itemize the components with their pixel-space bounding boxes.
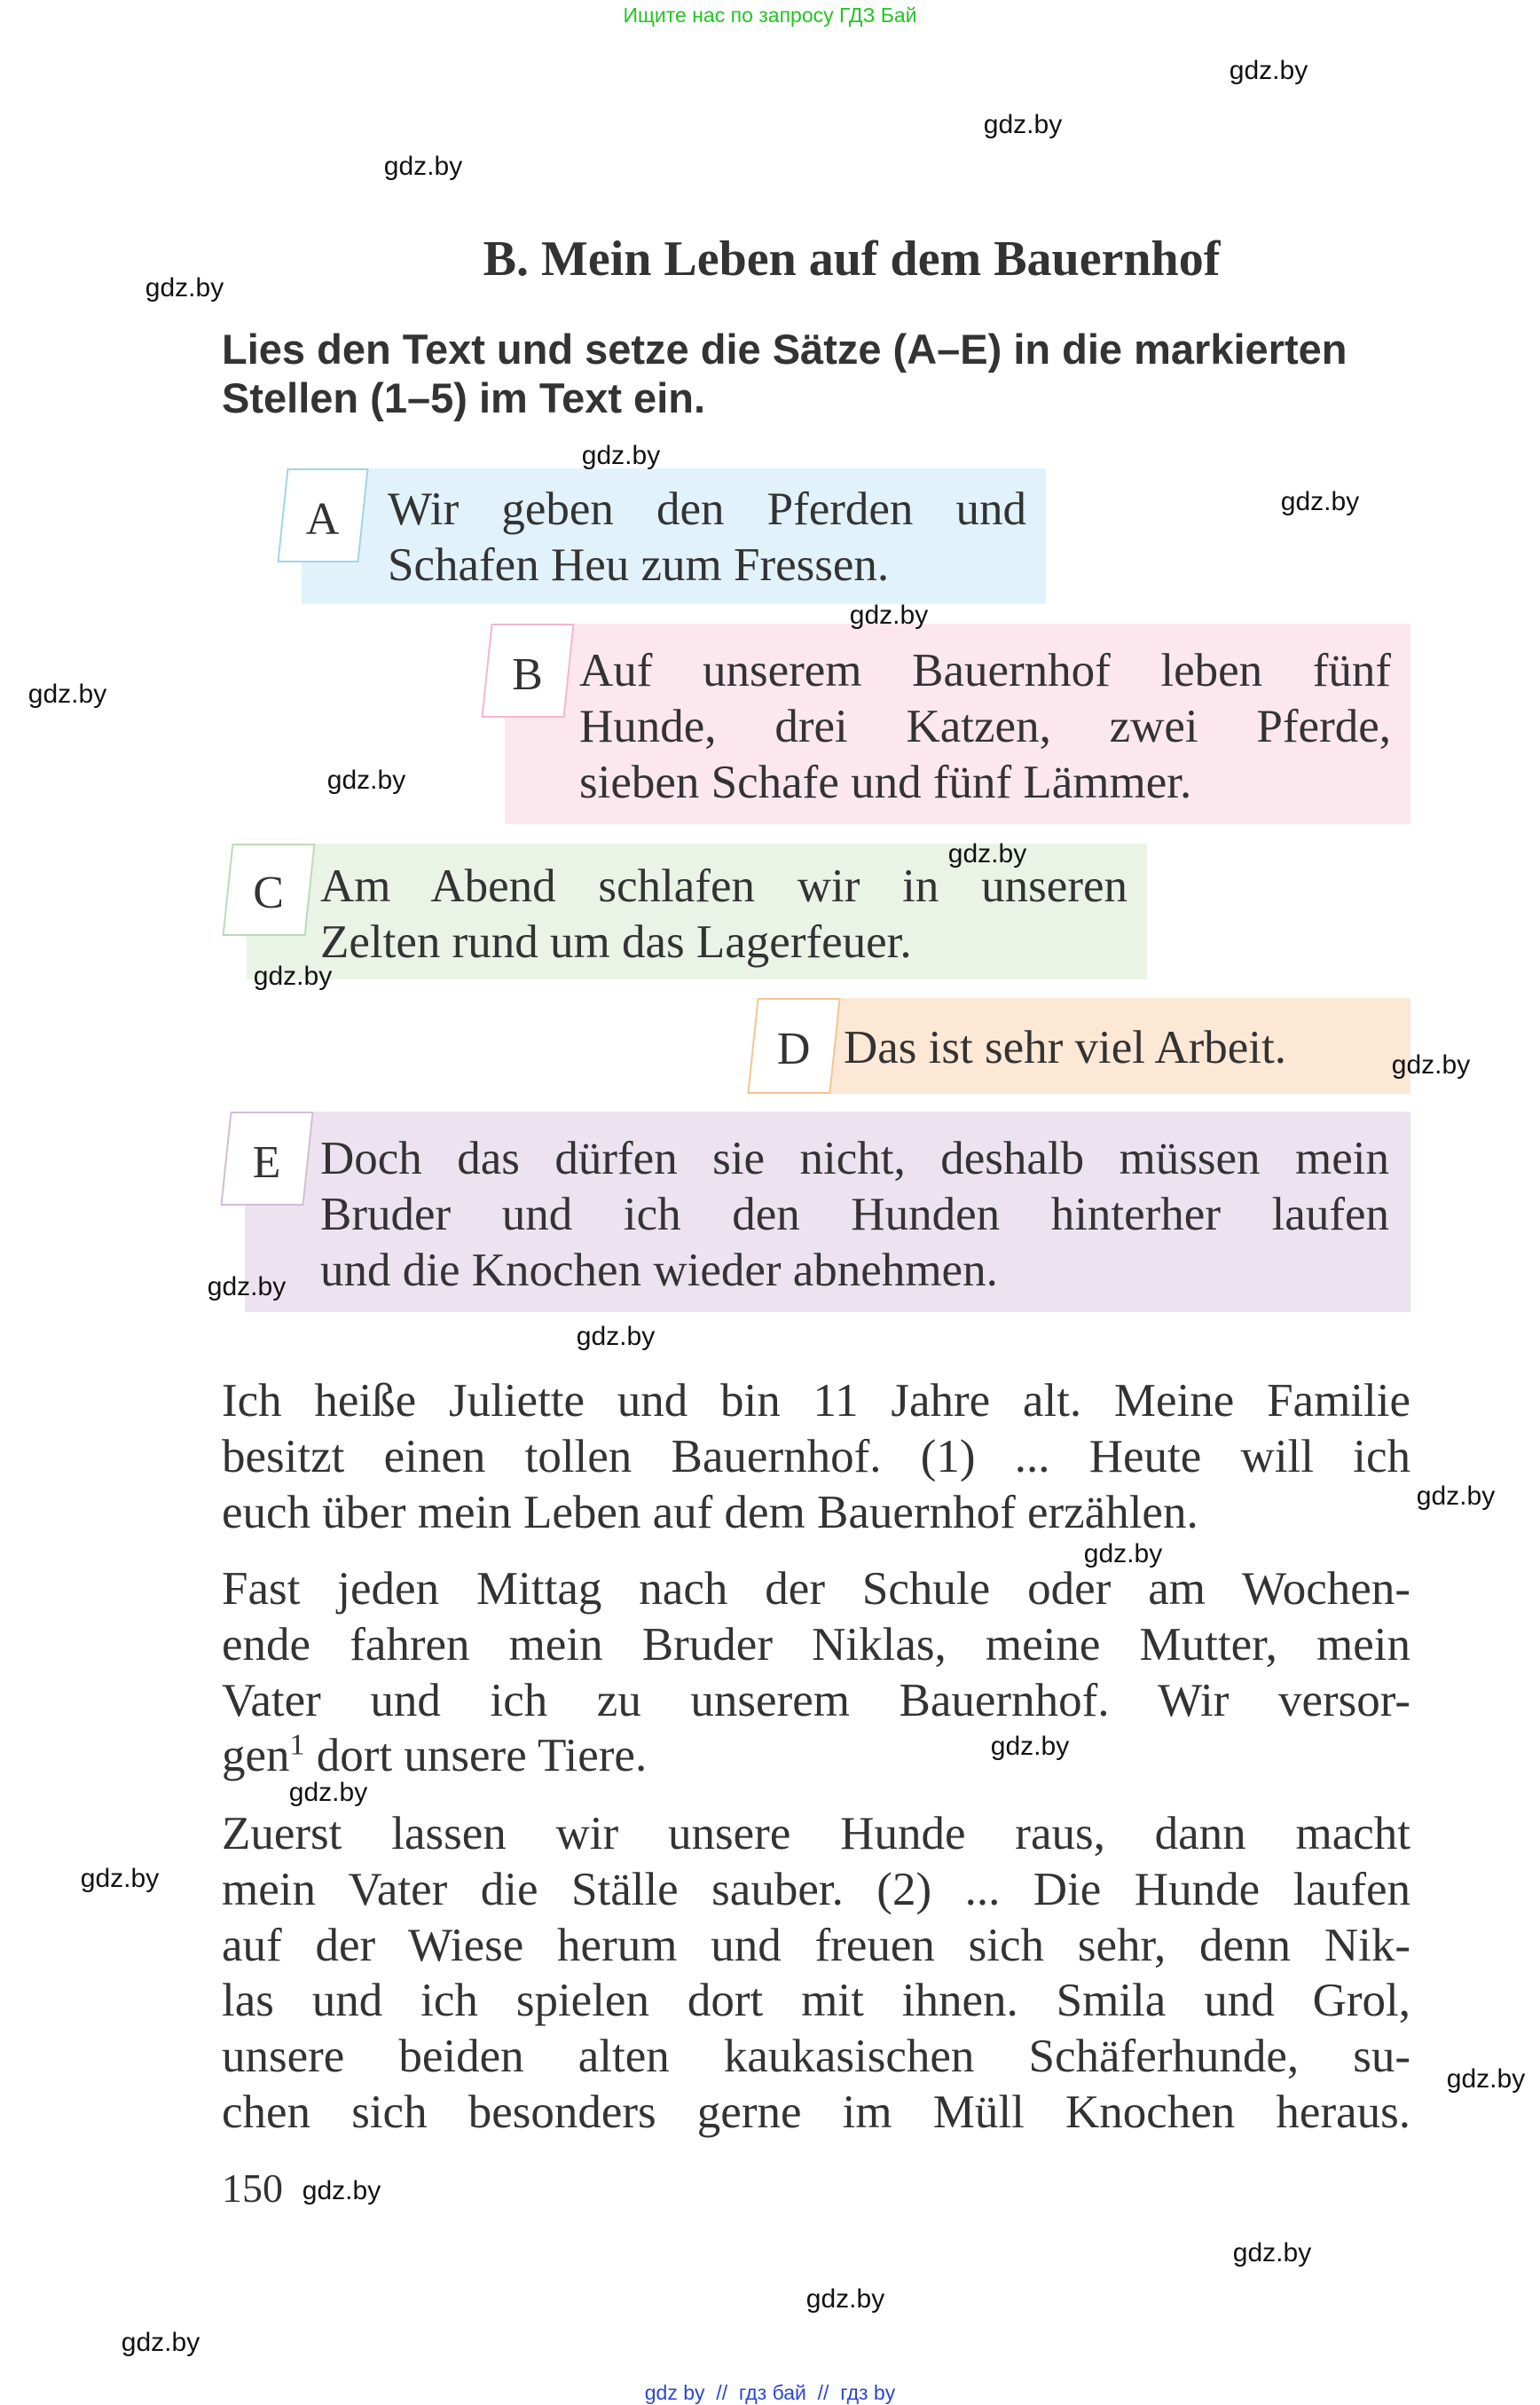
sentence-label-e <box>220 1112 313 1206</box>
text-line: Bruder und ich den Hunden hinterher laufen <box>320 1189 1389 1240</box>
sentence-text-e <box>320 1131 1389 1299</box>
watermark: gdz.by <box>983 110 1063 139</box>
sentence-label-d <box>747 998 840 1094</box>
text-line: ende fahren mein Bruder Niklas, meine Mutter, mein <box>222 1618 1410 1670</box>
watermark: gdz.by <box>288 1778 368 1807</box>
text-fragment: dort unsere Tiere. <box>304 1730 648 1782</box>
footer-links[interactable]: gdz by // гдз бай // гдз by <box>644 2381 896 2404</box>
watermark: gdz.by <box>1229 56 1308 85</box>
watermark: gdz.by <box>849 601 929 630</box>
text-line: mein Vater die Ställe sauber. (2) ... Die Hunde laufen <box>222 1863 1410 1915</box>
text-line: Auf unserem Bauernhof leben fünf <box>579 645 1391 696</box>
text-line: Zuerst lassen wir unsere Hunde raus, dann macht <box>222 1808 1410 1859</box>
instruction-line: Lies den Text und setze die Sätze (A–E) in die markierten <box>222 326 1348 373</box>
footnote-marker: 1 <box>289 1728 305 1762</box>
watermark: gdz.by <box>990 1732 1070 1761</box>
sentence-text-c <box>320 859 1128 971</box>
instruction-line: Stellen (1–5) im Text ein. <box>222 374 706 421</box>
letter: C <box>253 868 284 918</box>
text-line: Wir geben den Pferden und <box>388 483 1026 535</box>
text-line: unsere beiden alten kaukasischen Schäferhunde, su- <box>222 2031 1410 2083</box>
text-line: besitzt einen tollen Bauernhof. (1) ... Heute will ich <box>222 1430 1410 1482</box>
task-instruction <box>222 325 1428 422</box>
paragraph-1 <box>222 1373 1410 1540</box>
text-line: Fast jeden Mittag nach der Schule oder am Wochen- <box>222 1563 1410 1615</box>
text-line: euch über mein Leben auf dem Bauernhof erzählen. <box>222 1486 1198 1538</box>
paragraph-2 <box>222 1561 1410 1784</box>
sentence-label-b <box>481 624 574 718</box>
text-line: Schafen Heu zum Fressen. <box>388 539 890 591</box>
letter: A <box>305 494 340 545</box>
watermark: gdz.by <box>326 766 406 795</box>
search-hint-link[interactable]: Ищите нас по запросу ГДЗ Бай <box>623 4 917 27</box>
text-line: Hunde, drei Katzen, zwei Pferde, <box>579 701 1391 752</box>
watermark: gdz.by <box>1416 1482 1496 1511</box>
letter: B <box>512 649 543 700</box>
text-line: auf der Wiese herum und freuen sich sehr, denn Nik- <box>222 1919 1410 1971</box>
text-line: Zelten rund um das Lagerfeuer. <box>320 916 912 968</box>
watermark: gdz.by <box>581 441 661 470</box>
text-line: sieben Schafe und fünf Lämmer. <box>579 757 1192 808</box>
watermark: gdz.by <box>121 2328 200 2357</box>
text-line: Das ist sehr viel Arbeit. <box>844 1022 1286 1073</box>
sentence-label-a <box>277 468 368 562</box>
watermark: gdz.by <box>805 2284 885 2314</box>
watermark: gdz.by <box>576 1322 656 1351</box>
paragraph-3 <box>222 1806 1410 2141</box>
text-line: Vater und ich zu unserem Bauernhof. Wir versor- <box>222 1674 1410 1726</box>
section-title: B. Mein Leben auf dem Bauernhof <box>483 232 1221 287</box>
watermark: gdz.by <box>207 1272 287 1301</box>
sentence-text-a <box>388 482 1026 593</box>
watermark: gdz.by <box>1083 1539 1163 1568</box>
page-number: 150 <box>222 2165 283 2211</box>
text-line <box>222 1728 1410 1784</box>
sentence-text-b <box>579 643 1391 811</box>
watermark: gdz.by <box>1232 2238 1312 2267</box>
watermark: gdz.by <box>145 273 224 303</box>
sentence-text-d <box>844 1020 1402 1076</box>
watermark: gdz.by <box>302 2176 381 2205</box>
watermark: gdz.by <box>80 1864 160 1893</box>
letter: E <box>252 1137 281 1188</box>
sentence-label-c <box>223 844 316 936</box>
watermark: gdz.by <box>28 680 107 709</box>
text-line: las und ich spielen dort mit ihnen. Smila und Grol, <box>222 1975 1410 2027</box>
watermark: gdz.by <box>1280 487 1360 516</box>
watermark: gdz.by <box>383 152 463 181</box>
watermark: gdz.by <box>253 962 333 991</box>
watermark: gdz.by <box>1446 2064 1526 2094</box>
text-fragment: gen <box>222 1730 290 1782</box>
text-line: Am Abend schlafen wir in unseren <box>320 861 1128 912</box>
letter: D <box>776 1024 811 1074</box>
watermark: gdz.by <box>1391 1050 1471 1080</box>
text-line: Ich heiße Juliette und bin 11 Jahre alt. Meine Familie <box>222 1375 1410 1426</box>
text-line: und die Knochen wieder abnehmen. <box>320 1245 998 1296</box>
watermark: gdz.by <box>947 839 1027 868</box>
text-line: chen sich besonders gerne im Müll Knochen heraus. <box>222 2086 1410 2138</box>
text-line: Doch das dürfen sie nicht, deshalb müssen mein <box>320 1133 1389 1184</box>
